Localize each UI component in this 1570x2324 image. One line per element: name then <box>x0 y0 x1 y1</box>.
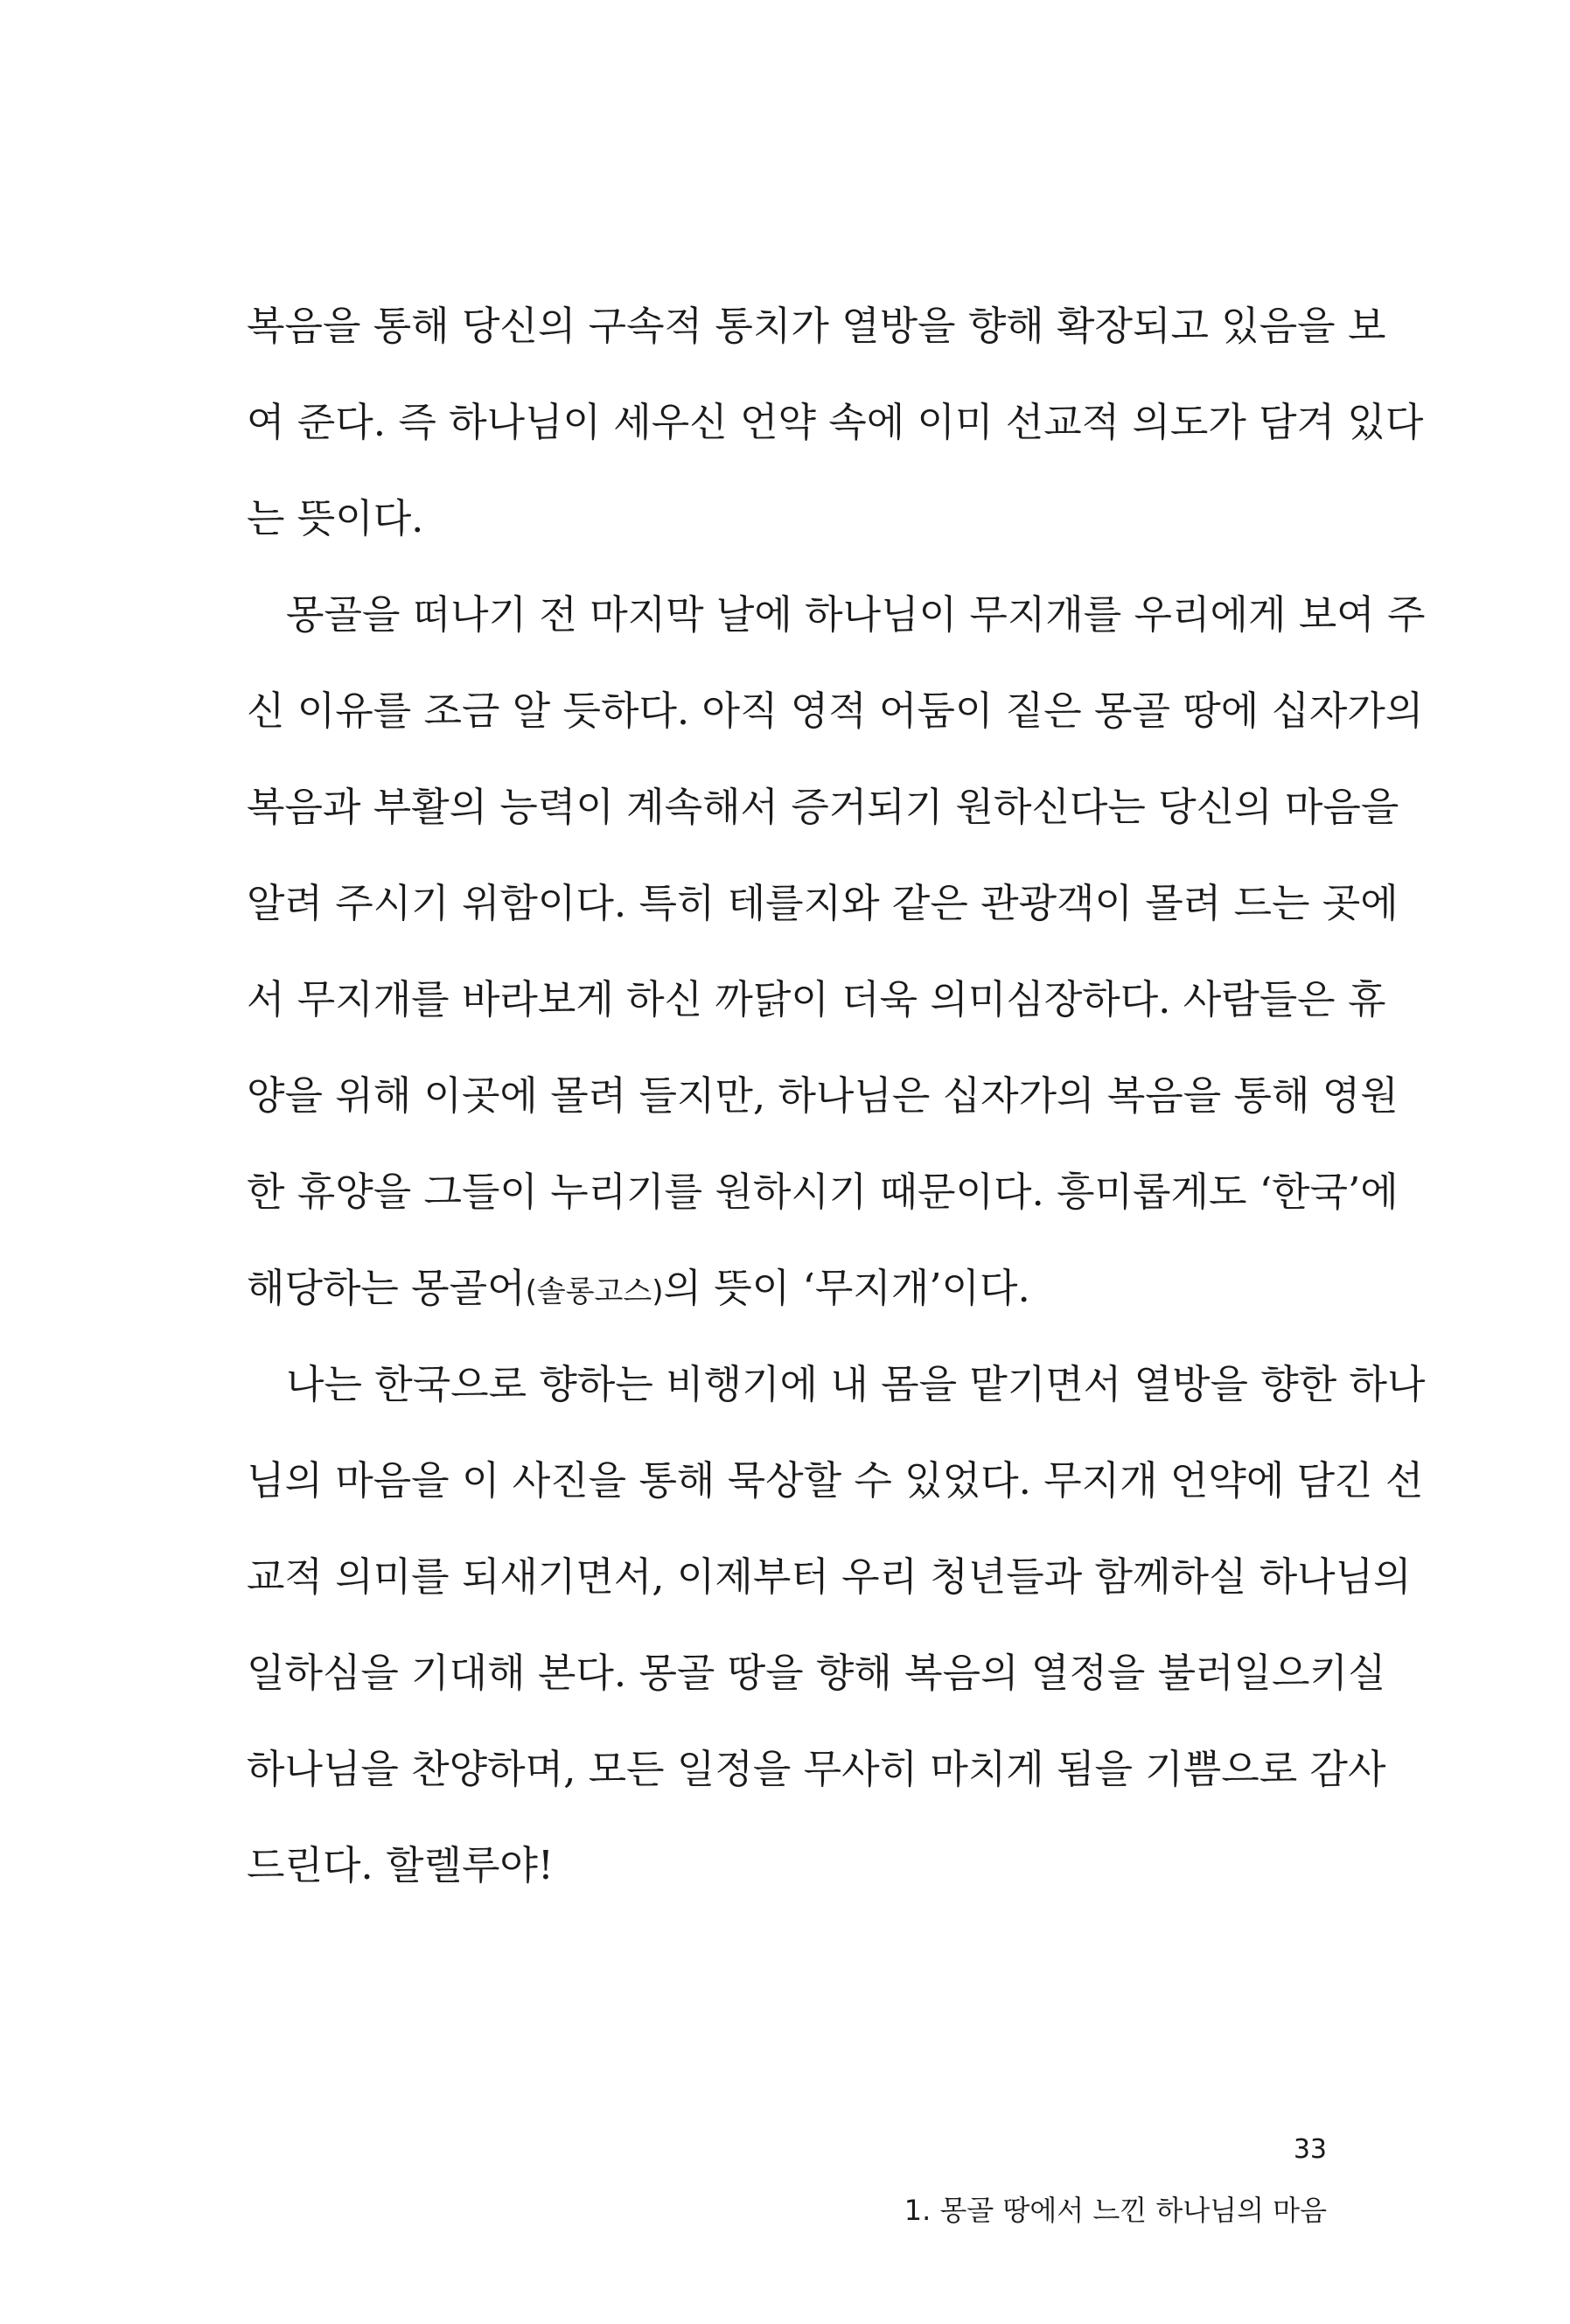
text-line: 여 준다. 즉 하나님이 세우신 언약 속에 이미 선교적 의도가 담겨 있다 <box>247 399 1424 445</box>
paragraph <box>247 278 1424 567</box>
chapter-title-footer: 1. 몽골 땅에서 느낀 하나님의 마음 <box>904 2194 1327 2227</box>
text-line: 교적 의미를 되새기면서, 이제부터 우리 청년들과 함께하실 하나님의 <box>247 1553 1412 1600</box>
text-line: 서 무지개를 바라보게 하신 까닭이 더욱 의미심장하다. 사람들은 휴 <box>247 976 1386 1022</box>
text-line: 복음과 부활의 능력이 계속해서 증거되기 원하신다는 당신의 마음을 <box>247 784 1399 830</box>
text-line <box>247 1240 1331 1336</box>
text-line: 알려 주시기 위함이다. 특히 테를지와 같은 관광객이 몰려 드는 곳에 <box>247 880 1399 926</box>
text-line: 는 뜻이다. <box>247 495 424 541</box>
page-number: 33 <box>1293 2134 1327 2165</box>
body-text <box>247 278 1426 1914</box>
text-line: 님의 마음을 이 사진을 통해 묵상할 수 있었다. 무지개 언약에 담긴 선 <box>247 1457 1424 1504</box>
text-line: 양을 위해 이곳에 몰려 들지만, 하나님은 십자가의 복음을 통해 영원 <box>247 1072 1399 1119</box>
text-line: 하나님을 찬양하며, 모든 일정을 무사히 마치게 됨을 기쁨으로 감사 <box>247 1746 1386 1792</box>
paragraph <box>247 567 1426 1336</box>
text-segment: 해당하는 몽골어 <box>247 1265 526 1311</box>
paragraph <box>247 1336 1426 1914</box>
text-line: 한 휴양을 그들이 누리기를 원하시기 때문이다. 흥미롭게도 ‘한국’에 <box>247 1169 1399 1215</box>
parenthetical-note: (솔롱고스) <box>525 1274 664 1309</box>
text-line: 드린다. 할렐루야! <box>247 1842 554 1888</box>
text-line: 몽골을 떠나기 전 마지막 날에 하나님이 무지개를 우리에게 보여 주 <box>286 591 1426 638</box>
text-line: 신 이유를 조금 알 듯하다. 아직 영적 어둠이 짙은 몽골 땅에 십자가의 <box>247 687 1424 734</box>
text-line: 복음을 통해 당신의 구속적 통치가 열방을 향해 확장되고 있음을 보 <box>247 303 1386 349</box>
text-line: 나는 한국으로 향하는 비행기에 내 몸을 맡기면서 열방을 향한 하나 <box>286 1361 1426 1407</box>
text-segment: 의 뜻이 ‘무지개’이다. <box>663 1265 1030 1311</box>
text-line: 일하심을 기대해 본다. 몽골 땅을 향해 복음의 열정을 불러일으키실 <box>247 1650 1386 1696</box>
